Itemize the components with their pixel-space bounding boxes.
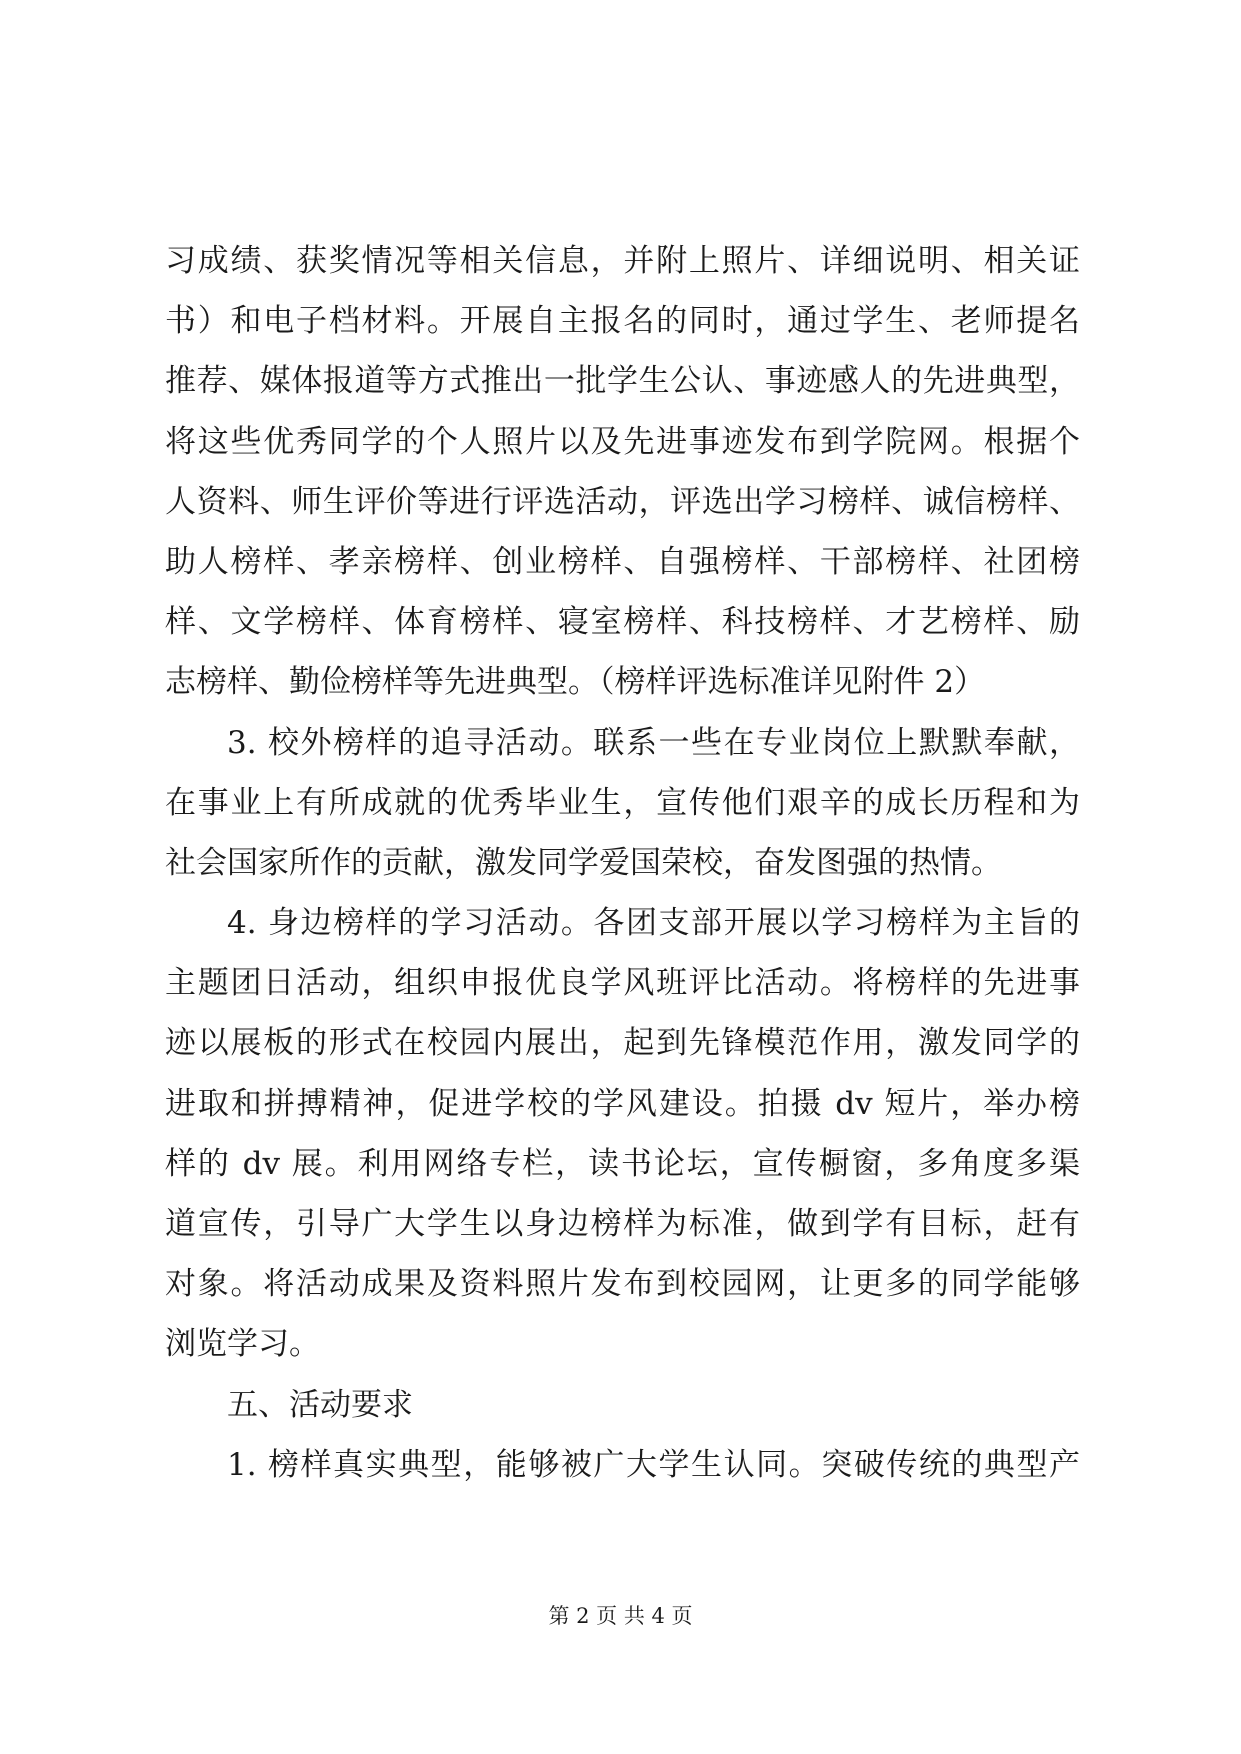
text-line: 样、文学榜样、体育榜样、寝室榜样、科技榜样、才艺榜样、励 — [165, 604, 1080, 641]
text-line: 主题团日活动，组织申报优良学风班评比活动。将榜样的先进事 — [165, 965, 1080, 1002]
text-line: 助人榜样、孝亲榜样、创业榜样、自强榜样、干部榜样、社团榜 — [165, 543, 1080, 580]
text-line: 1. 榜样真实典型，能够被广大学生认同。突破传统的典型产 — [227, 1446, 1080, 1483]
text-line: 志榜样、勤俭榜样等先进典型。（榜样评选标准详见附件 2） — [165, 664, 986, 701]
text-line: 人资料、师生评价等进行评选活动，评选出学习榜样、诚信榜样、 — [165, 483, 1080, 520]
text-line: 浏览学习。 — [165, 1326, 320, 1363]
text-line: 迹以展板的形式在校园内展出，起到先锋模范作用，激发同学的 — [165, 1025, 1080, 1062]
page-footer: 第 2 页 共 4 页 — [548, 1604, 693, 1628]
text-line: 将这些优秀同学的个人照片以及先进事迹发布到学院网。根据个 — [165, 423, 1080, 460]
text-line: 4. 身边榜样的学习活动。各团支部开展以学习榜样为主旨的 — [227, 905, 1080, 942]
text-line: 在事业上有所成就的优秀毕业生，宣传他们艰辛的成长历程和为 — [165, 784, 1080, 821]
text-line: 3. 校外榜样的追寻活动。联系一些在专业岗位上默默奉献， — [227, 724, 1080, 761]
text-line: 进取和拼搏精神，促进学校的学风建设。拍摄 dv 短片，举办榜 — [165, 1085, 1080, 1122]
text-line: 推荐、媒体报道等方式推出一批学生公认、事迹感人的先进典型， — [165, 363, 1080, 400]
text-line: 书）和电子档材料。开展自主报名的同时，通过学生、老师提名 — [165, 303, 1080, 340]
text-line: 对象。将活动成果及资料照片发布到校园网，让更多的同学能够 — [165, 1266, 1080, 1303]
body-text — [165, 231, 1080, 1495]
text-line: 样的 dv 展。利用网络专栏，读书论坛，宣传橱窗，多角度多渠 — [165, 1145, 1080, 1182]
text-line: 道宣传，引导广大学生以身边榜样为标准，做到学有目标，赶有 — [165, 1206, 1080, 1242]
text-line: 习成绩、获奖情况等相关信息，并附上照片、详细说明、相关证 — [165, 243, 1080, 279]
text-line: 五、活动要求 — [227, 1386, 413, 1423]
text-line: 社会国家所作的贡献，激发同学爱国荣校，奋发图强的热情。 — [165, 844, 1002, 881]
